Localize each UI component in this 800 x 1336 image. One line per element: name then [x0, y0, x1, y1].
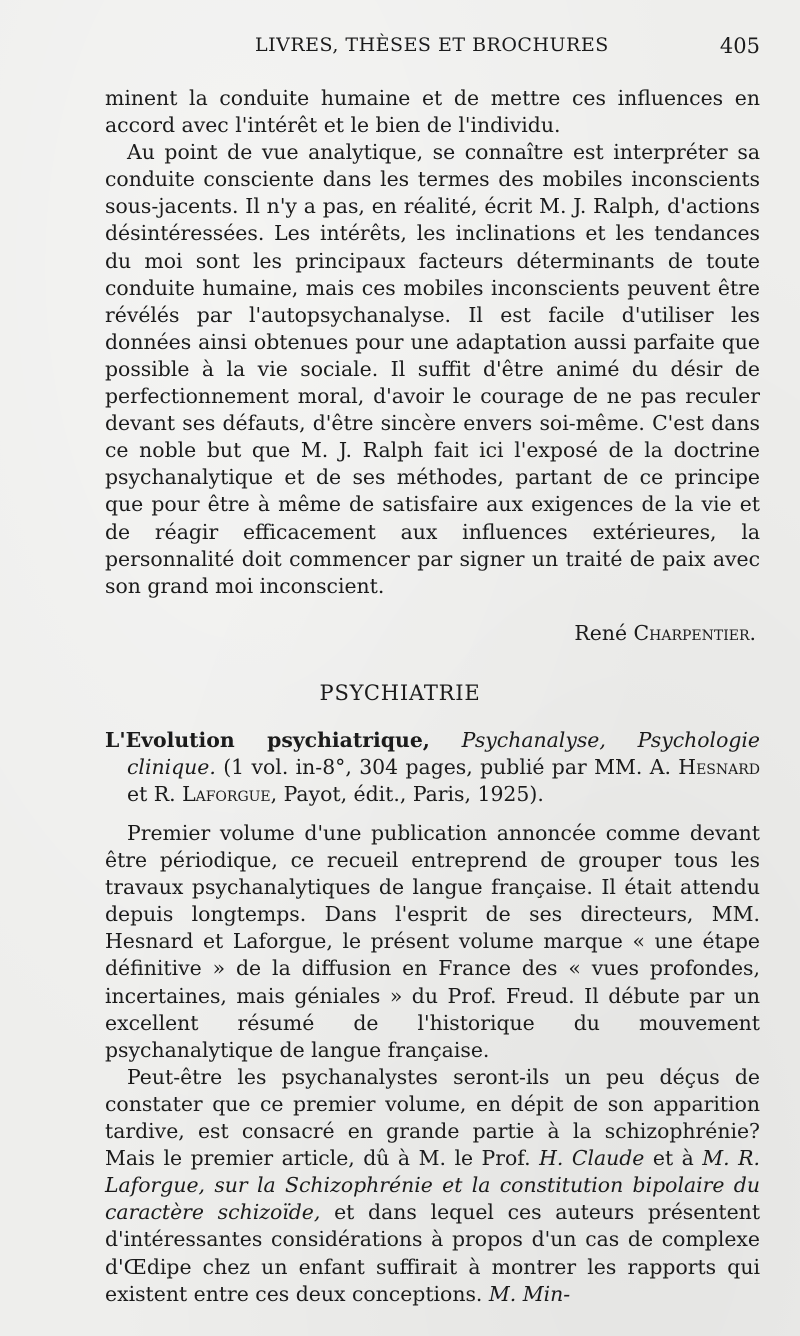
- reviewer-signature: [574, 621, 756, 645]
- para-text-b: et à: [652, 1146, 694, 1171]
- para-text-d: M. Min-: [488, 1281, 571, 1306]
- book-details: (1 vol. in-8°, 304 pages, publié par MM. A.: [223, 755, 671, 779]
- editor-hesnard: Hesnard: [678, 755, 761, 779]
- running-header-title: LIVRES, THÈSES ET BROCHURES: [255, 34, 609, 56]
- signature-last-name: Charpentier.: [633, 621, 756, 645]
- para-text-c: et dans lequel ces auteurs présentent d'intéressantes considérations à propos d'un cas de complexe d'Œdipe chez un enfant suffirait à montrer les rapports qui existent entre ces deux conceptions.: [105, 1200, 761, 1306]
- book-details-2: et R.: [127, 782, 176, 806]
- article-title: M. R. Laforgue, sur la Schizophrénie et la constitution bipolaire du caractère schizoïde,: [105, 1146, 760, 1225]
- paragraph-first-volume: Premier volume d'une publication annoncée comme devant être périodique, ce recueil entreprend de grouper tous les travaux psychanalytiques de langue française. Il était attendu depuis longtemps. Dans l'esprit de ses directeurs, MM. Hesnard et Laforgue, le présent volume marque « une étape définitive » de la diffusion en France des « vues profondes, incertaines, mais géniales » du Prof. Freud. Il débute par un excellent résumé de l'historique du mouvement psychanalytique de langue française.: [105, 821, 760, 1062]
- page-number: 405: [719, 34, 760, 58]
- author-claude: H. Claude: [539, 1146, 645, 1171]
- paragraph-analytic-view: Au point de vue analytique, se connaître est interpréter sa conduite consciente dans les termes des mobiles inconscients sous-jacents. Il n'y a pas, en réalité, écrit M. J. Ralph, d'actions désintéressées. Les intérêts, les inclinations et les tendances du moi sont les principaux facteurs déterminants de toute conduite humaine, mais ces mobiles inconscients peuvent être révélés par l'autopsychanalyse. Il est facile d'utiliser les données ainsi obtenues pour une adaptation aussi parfaite que possible à la vie sociale. Il suffit d'être animé du désir de perfectionnement moral, d'avoir le courage de ne pas reculer devant ses défauts, d'être sincère envers soi-même. C'est dans ce noble but que M. J. Ralph fait ici l'exposé de la doctrine psychanalytique et de ses méthodes, partant de ce principe que pour être à même de satisfaire aux exigences de la vie et de réagir efficacement aux influences extérieures, la personnalité doit commencer par signer un traité de paix avec son grand moi inconscient.: [105, 140, 760, 598]
- review-body: [105, 820, 760, 1308]
- section-heading: PSYCHIATRIE: [319, 681, 481, 705]
- para-text-a: Peut-être les psychanalystes seront-ils un peu déçus de constater que ce premier volume, en dépit de son apparition tardive, est consacré en grande partie à la schizophrénie? Mais le premier article, dû à M. le Prof.: [105, 1064, 760, 1171]
- signature-first-name: René: [574, 621, 628, 645]
- book-title: L'Evolution psychiatrique,: [105, 728, 430, 752]
- editor-laforgue: Laforgue,: [182, 782, 278, 806]
- review-continuation: [105, 85, 760, 600]
- book-publisher: Payot, édit., Paris, 1925).: [283, 782, 544, 806]
- paragraph-schizophrenia: [105, 1064, 760, 1308]
- book-subtitle: Psychanalyse, Psychologie clinique.: [127, 728, 760, 779]
- paragraph-continuation: minent la conduite humaine et de mettre ces influences en accord avec l'intérêt et le bien de l'individu.: [105, 86, 760, 138]
- book-citation: [105, 727, 760, 808]
